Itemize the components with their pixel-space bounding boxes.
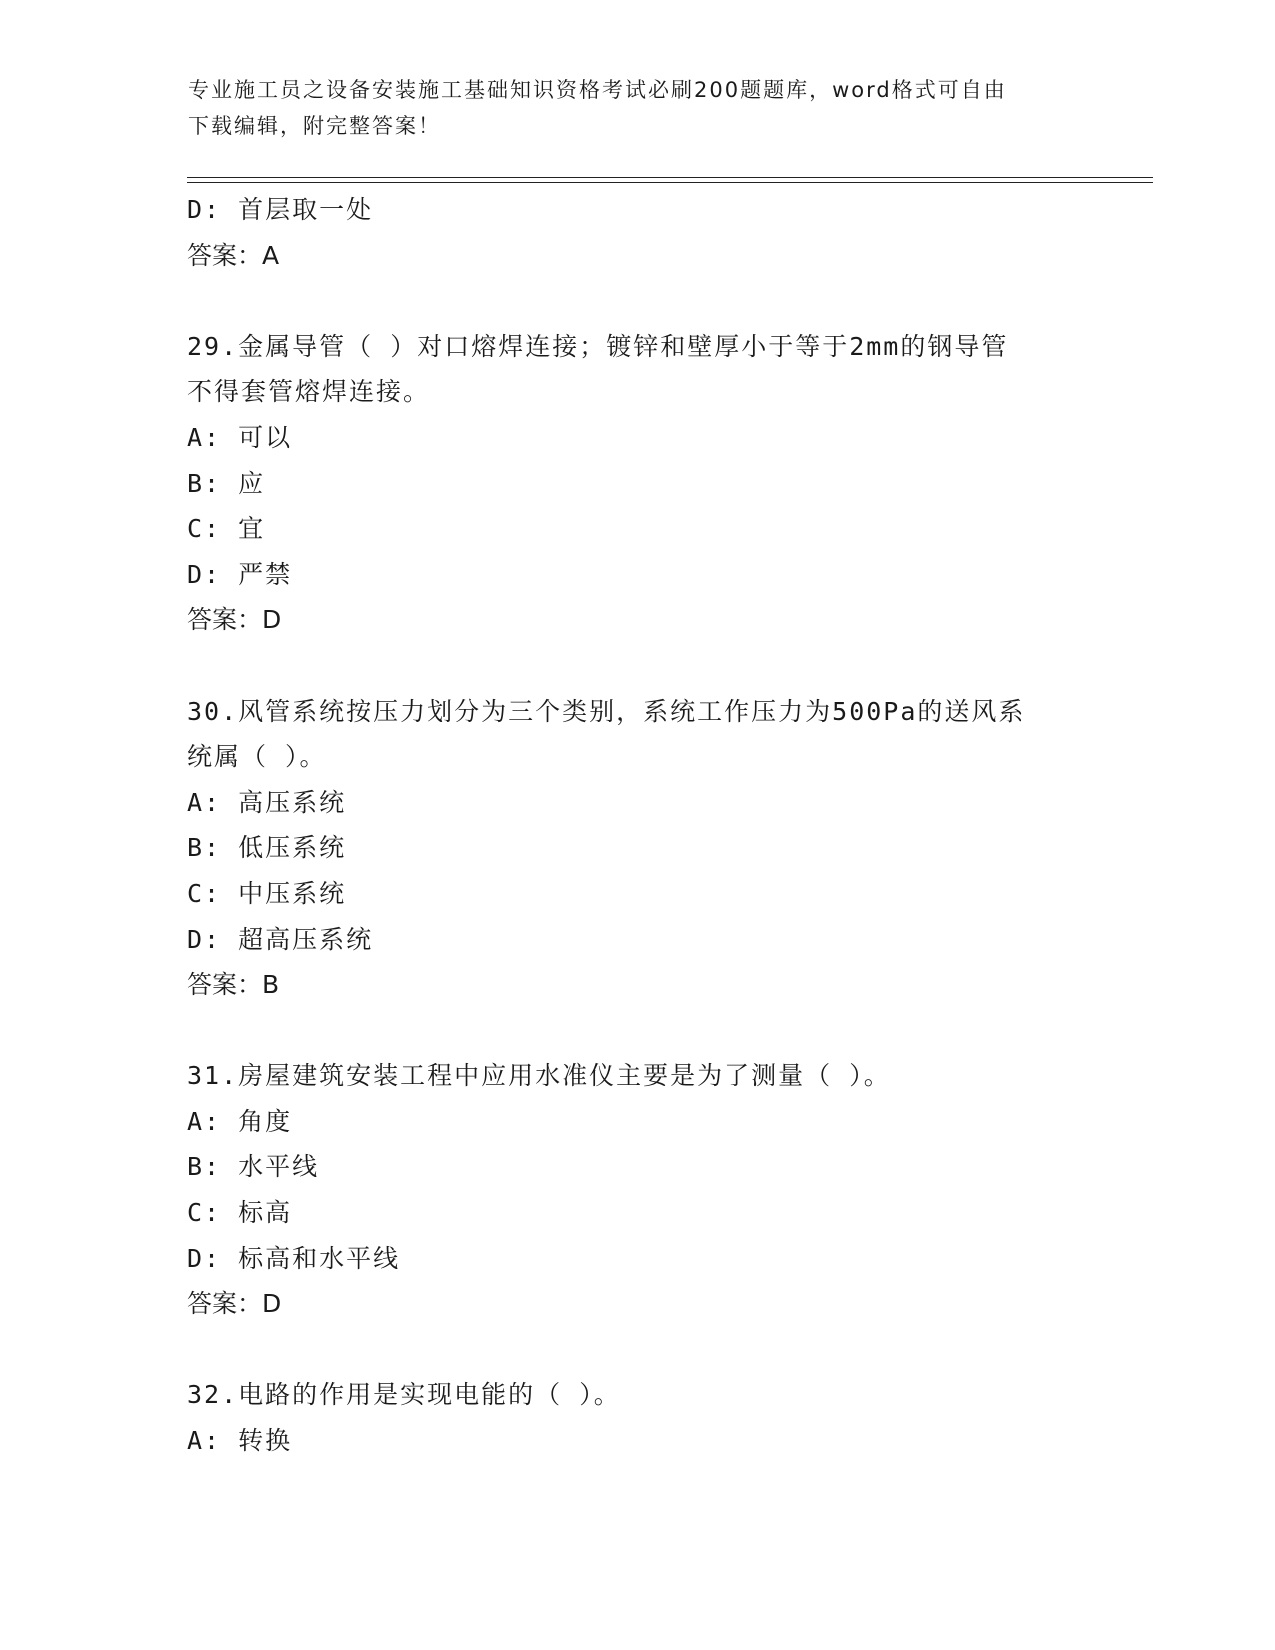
question-text: 30.风管系统按压力划分为三个类别，系统工作压力为500Pa的送风系 bbox=[187, 696, 1026, 726]
answer: 答案：B bbox=[187, 970, 280, 1000]
spacer bbox=[187, 278, 1087, 324]
header-rule-bottom bbox=[187, 182, 1153, 183]
spacer bbox=[187, 1008, 1087, 1054]
option-d: D: 超高压系统 bbox=[187, 924, 374, 954]
option-c: C: 宜 bbox=[187, 514, 266, 544]
header-rule-top bbox=[187, 177, 1153, 178]
header-title-line-2: 下载编辑，附完整答案！ bbox=[188, 114, 441, 138]
option-b: B: 低压系统 bbox=[187, 833, 347, 863]
question-29 bbox=[187, 324, 1087, 643]
answer: 答案：D bbox=[187, 605, 282, 635]
question-30 bbox=[187, 689, 1087, 1008]
question-31 bbox=[187, 1053, 1087, 1327]
spacer bbox=[187, 643, 1087, 689]
spacer bbox=[187, 1327, 1087, 1373]
question-28-continued bbox=[187, 187, 1087, 278]
option-a: A: 高压系统 bbox=[187, 787, 347, 817]
option-a: A: 转换 bbox=[187, 1426, 293, 1456]
question-text: 31.房屋建筑安装工程中应用水准仪主要是为了测量（ ）。 bbox=[187, 1061, 891, 1091]
question-text: 32.电路的作用是实现电能的（ ）。 bbox=[187, 1380, 621, 1410]
question-text-continued: 不得套管熔焊连接。 bbox=[187, 377, 431, 407]
option-c: C: 标高 bbox=[187, 1198, 293, 1228]
option-d: D: 首层取一处 bbox=[187, 195, 374, 224]
option-a: A: 可以 bbox=[187, 422, 293, 452]
option-c: C: 中压系统 bbox=[187, 878, 347, 908]
option-d: D: 严禁 bbox=[187, 559, 293, 589]
answer: 答案：A bbox=[187, 240, 280, 270]
document-header bbox=[188, 72, 1088, 144]
answer: 答案：D bbox=[187, 1289, 282, 1319]
option-a: A: 角度 bbox=[187, 1106, 293, 1136]
question-32 bbox=[187, 1372, 1087, 1463]
option-d: D: 标高和水平线 bbox=[187, 1243, 401, 1273]
option-b: B: 应 bbox=[187, 468, 266, 498]
option-b: B: 水平线 bbox=[187, 1152, 320, 1182]
question-text: 29.金属导管（ ）对口熔焊连接；镀锌和壁厚小于等于2mm的钢导管 bbox=[187, 331, 1009, 361]
header-title-line-1: 专业施工员之设备安装施工基础知识资格考试必刷200题题库，word格式可自由 bbox=[188, 78, 1007, 102]
question-text-continued: 统属（ ）。 bbox=[187, 742, 327, 772]
document-body bbox=[187, 187, 1087, 1464]
